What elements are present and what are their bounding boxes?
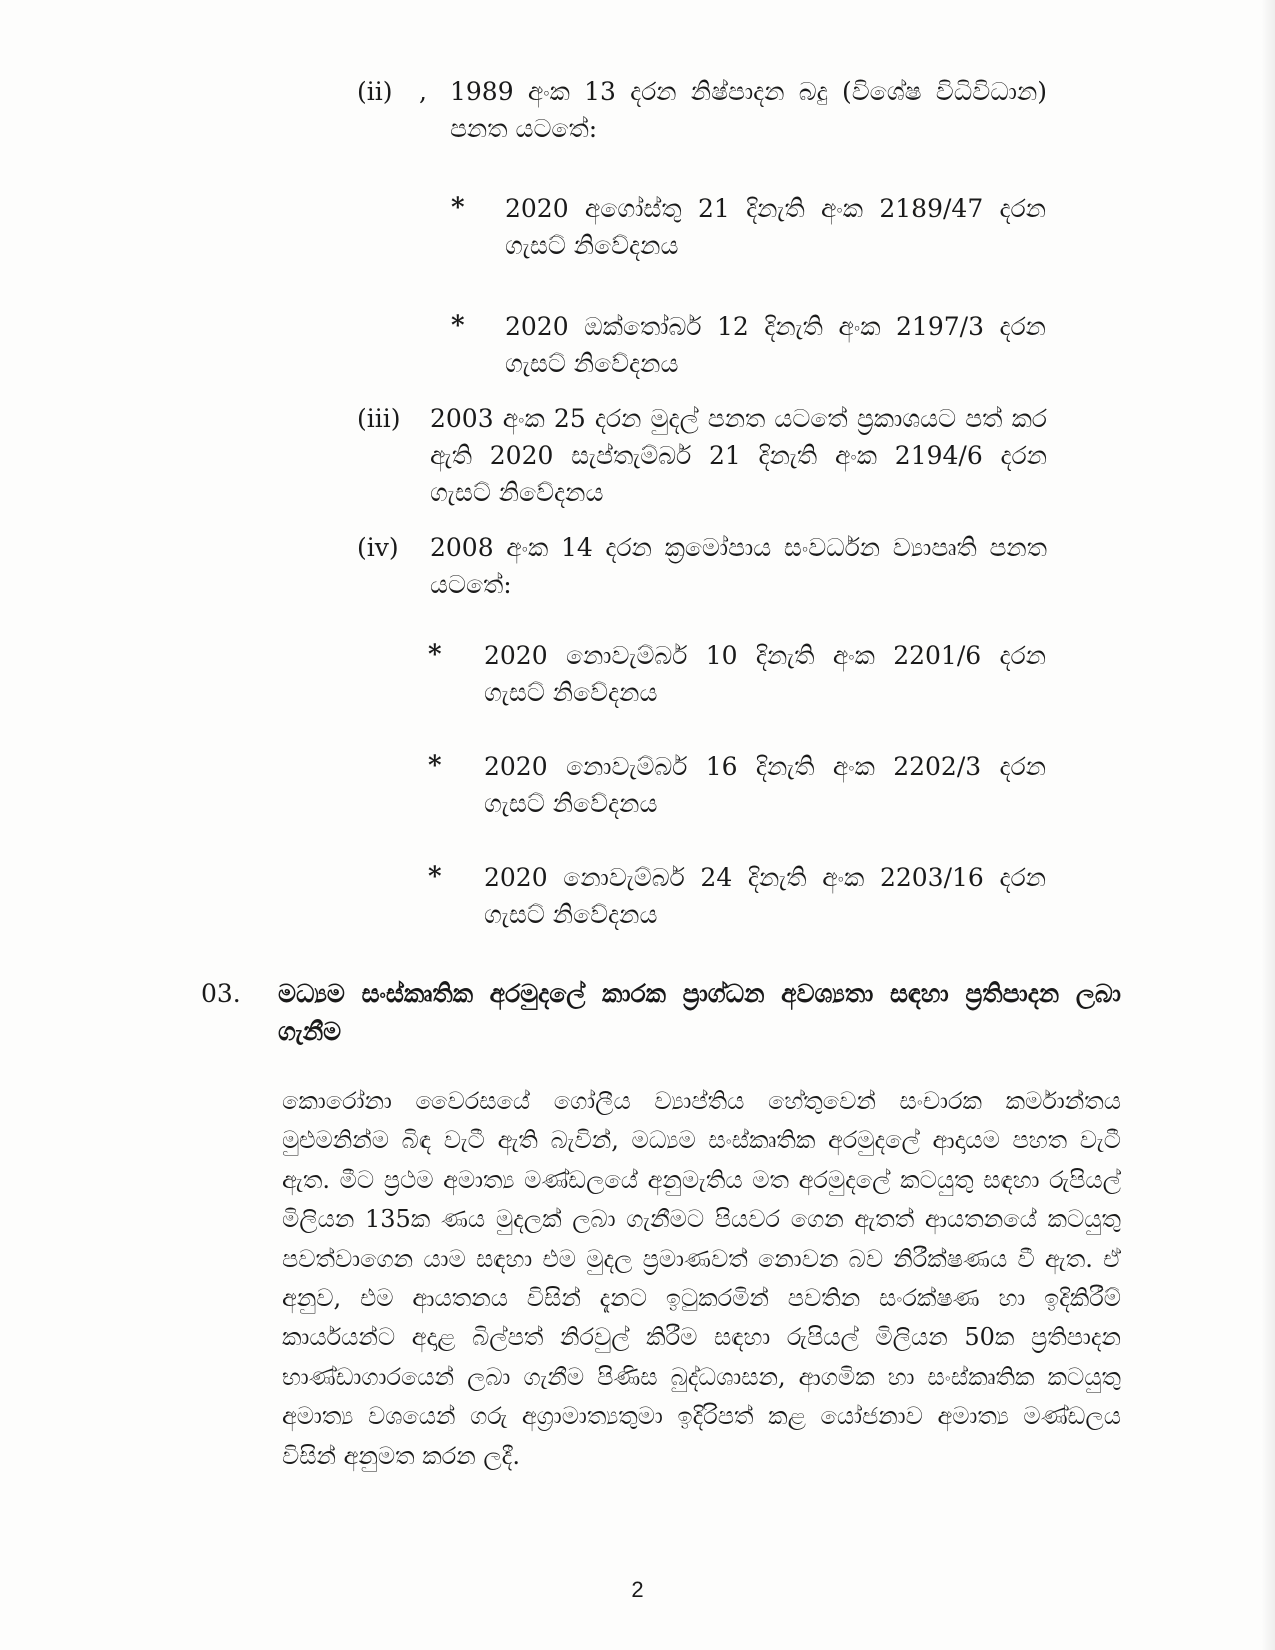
bullet-star: * [428, 862, 442, 892]
notice-item: 2020 නොවැම්බර් 10 දිනැති අංක 2201/6 දරන ගැසට් නිවේදනය [484, 641, 1046, 707]
notice-item: 2020 නොවැම්බර් 16 දිනැති අංක 2202/3 දරන ගැසට් නිවේදනය [484, 752, 1046, 818]
scan-edge-shadow [1261, 0, 1275, 1650]
section-ii-text: 1989 අංක 13 දරන නිෂ්පාදන බදු (විශේෂ විධිවිධාන) පනත යටතේ: [450, 77, 1047, 143]
section-iv-text: 2008 අංක 14 දරන ක්‍රමෝපාය සංවර්ධන ව්‍යාපෘති පනත යටතේ: [430, 533, 1047, 599]
page-number: 2 [631, 1577, 644, 1602]
notice-item: 2020 ඔක්තෝබර් 12 දිනැති අංක 2197/3 දරන ගැසට් නිවේදනය [505, 312, 1046, 378]
bullet-star: * [451, 193, 465, 223]
bullet-star: * [428, 751, 442, 781]
list-marker-iv: (iv) [357, 533, 399, 562]
section-number: 03. [201, 979, 241, 1008]
stray-mark: , [419, 77, 427, 106]
body-paragraph: කොරෝනා වෛරසයේ ගෝලීය ව්‍යාප්තිය හේතුවෙන් සංචාරක කර්මාන්තය මුළුමනින්ම බිඳ වැටී ඇති බැවින්, මධ්‍යම සංස්කෘතික අරමුදලේ ආදායම පහත වැටී ඇත. මීට ප්‍රථම අමාත්‍ය මණ්ඩලයේ අනුමැතිය මත අරමුදලේ කටයුතු සඳහා රුපියල් මිලියන 135ක ණය මුදලක් ලබා ගැනීමට පියවර ගෙන ඇතත් ආයතනයේ කටයුතු පවත්වාගෙන යාම සඳහා එම මුදල ප්‍රමාණවත් නොවන බව නිරීක්ෂණය වී ඇත. ඒ අනුව, එම ආයතනය විසින් දැනට ඉටුකරමින් පවතින සංරක්ෂණ හා ඉදිකිරීම් කාර්යයන්ට අදාළ බිල්පත් නිරවුල් කිරීම සඳහා රුපියල් මිලියන 50ක ප්‍රතිපාදන භාණ්ඩාගාරයෙන් ලබා ගැනීම පිණිස බුද්ධශාසන, ආගමික හා සංස්කෘතික කටයුතු අමාත්‍ය වශයෙන් ගරු අග්‍රාමාත්‍යතුමා ඉදිරිපත් කළ යෝජනාව අමාත්‍ය මණ්ඩලය විසින් අනුමත කරන ලදී. [282, 1087, 1121, 1470]
section-iii-text: 2003 අංක 25 දරන මුදල් පනත යටතේ ප්‍රකාශයට පත් කර ඇති 2020 සැප්තැම්බර් 21 දිනැති අංක 2194/6 දරන ගැසට් නිවේදනය [430, 404, 1047, 507]
notice-item: 2020 නොවැම්බර් 24 දිනැති අංක 2203/16 දරන ගැසට් නිවේදනය [484, 863, 1046, 929]
section-heading: මධ්‍යම සංස්කෘතික අරමුදලේ කාරක ප්‍රාග්ධන අවශ්‍යතා සඳහා ප්‍රතිපාදන ලබා ගැනීම [278, 979, 1121, 1046]
bullet-star: * [451, 311, 465, 341]
bullet-star: * [428, 640, 442, 670]
list-marker-iii: (iii) [357, 404, 401, 433]
list-marker-ii: (ii) [357, 77, 393, 106]
notice-item: 2020 අගෝස්තු 21 දිනැති අංක 2189/47 දරන ගැසට් නිවේදනය [505, 194, 1046, 260]
